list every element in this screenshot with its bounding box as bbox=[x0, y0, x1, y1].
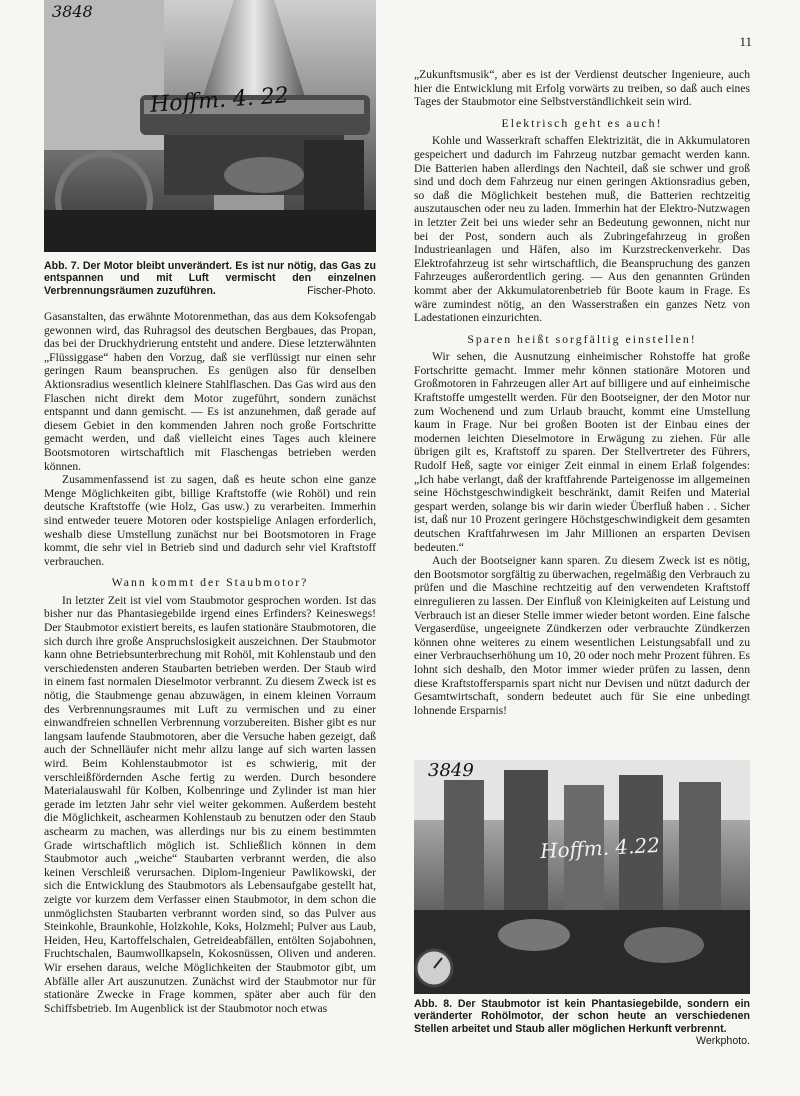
section-heading-elektrisch: Elektrisch geht es auch! bbox=[501, 115, 663, 130]
right-column bbox=[414, 68, 750, 717]
right-paragraph-2: Kohle und Wasserkraft schaffen Elektrizität, die in Akkumulatoren gespeichert und dadurch im Fahrzeug nutzbar gemacht werden kann. Die Batterien haben allerdings den Nachteil, daß sie schwer und groß sind und doch dem Fahrzeug nur einen geringen Aktionsradius geben, so daß die Möglichkeit bestehen muß, die Batterien rechtzeitig auszutauschen oder neu zu laden. Immerhin hat der Elektro-Nutzwagen in letzter Zeit bei uns wieder sehr an Bedeutung gewonnen, nicht nur bei der Post, sondern auch als Zubringefahrzeug in großen Industrieanlagen und Häfen, also im Kurzstreckenverkehr. Das Elektrofahrzeug ist sehr wirtschaftlich, die Beanspruchung des ganzen Fahrzeuges außerordentlich gering. — Aus den genannten Gründen kommt aber der Akkumulatorenbetrieb für Boote kaum in Frage. Es wäre zumindest nötig, an den Wasserstraßen ein ganzes Netz von Ladestationen einzurichten. bbox=[414, 134, 750, 325]
figure8-photo bbox=[414, 760, 750, 994]
figure8-archive-mark: 3849 bbox=[428, 760, 474, 781]
figure8-credit: Werkphoto. bbox=[696, 1035, 750, 1048]
right-paragraph-4: Auch der Bootseigner kann sparen. Zu diesem Zweck ist es nötig, den Bootsmotor sorgfältig zu überwachen, regelmäßig den Verbrauch zu prüfen und die Maschine rechtzeitig auf den verwendeten Kraftstoff einregulieren zu lassen. Der Einfluß von Kleinigkeiten auf Leistung und Verbrauch ist an dieser Stelle immer wieder betont worden. Eine falsche Vergaserdüse, ungeeignete Zündkerzen oder verbrauchte Zündkerzen können ohne weiteres zu einem wesentlichen Leistungsabfall und zu einer Verbrauchserhöhung um 10, 20 oder noch mehr Prozent führen. Es lohnt sich deshalb, den Motor immer wieder prüfen zu lassen, denn diese Kraftstoffersparnis spart nicht nur Devisen und nützt dadurch der Gesamtwirtschaft, sondern bedeutet auch für Sie eine unbedingt lohnende Ersparnis! bbox=[414, 554, 751, 717]
figure7-caption-text: Abb. 7. Der Motor bleibt unverändert. Es ist nur nötig, das Gas zu entspannen und mit Luft vermischt den einzelnen Verbrennungsräumen zuzuführen. bbox=[44, 260, 376, 297]
figure7-caption bbox=[44, 260, 376, 297]
left-paragraph-3: In letzter Zeit ist viel vom Staubmotor gesprochen worden. Ist das bisher nur das Phantasiegebilde irgend eines Erfinders? Keineswegs! Der Staubmotor existiert bereits, es laufen stationäre Staubmotoren, die sich durch ihre große Anspruchslosigkeit auszeichnen. Der Staubmotor kann ohne Betriebsunterbrechung mit Rohöl, mit Kohlenstaub und den verschiedensten anderen Staubarten betrieben werden. Der Staub wird in einem fast normalen Dieselmotor verbrannt. Zu diesem Zweck ist es nötig, die Staubmenge genau abzuwägen, in einem kleinen Vorraum des Verbrennungsraumes mit Luft zu vermischen und zu einer einwandfreien schnellen Verbrennung vorzubereiten. Bisher gibt es nur langsam laufende Staubmotoren, aber die Versuche haben gezeigt, daß auch der Schnelläufer nicht mehr allzu lange auf sich warten lassen wird. Beim Kohlenstaubmotor ist es schwierig, mit der verschleißfördernden Asche fertig zu werden. Durch besondere Materialauswahl für Kolben, Kolbenringe und Zylinder ist man hier gerade im letzten Jahr sehr viel weiter gekommen. Außerdem besteht die Möglichkeit, aschearmen Kohlenstaub zu benutzen oder den Staub aschearm zu machen, was allerdings nur bis zu einem bestimmten Grade wirtschaftlich möglich ist. Schließlich können in dem Staubmotor auch „weiche“ Staubarten verbrannt werden, die also keinen Verschleiß verursachen. Diplom-Ingenieur Pawlikowski, der sich die Entwicklung des Staubmotors als Lebensaufgabe gestellt hat, zeigte vor kurzem dem Verfasser einen Staubmotor, in dem schon die unmöglichsten Staubarten verbrannt worden sind, so das Pulver aus Steinkohle, Braunkohle, Holzkohle, Koks, Holzmehl; Pulver aus Laub, Heiden, Heu, Kartoffelschalen, Getreideabfällen, entölten Sojabohnen, Fruchtschalen, Baumwollkapseln, Kokosnüssen, Oliven und anderen. Wir ersehen daraus, welche Möglichkeiten der Staubmotor gibt, um Abfälle aller Art auszunutzen. Zunächst wird der Staubmotor nur für stationäre Zwecke in Frage kommen, später aber auch für den Schiffsbetrieb. Im Augenblick ist der Staubmotor noch etwas bbox=[44, 593, 376, 1015]
section-heading-sparen: Sparen heißt sorgfältig einstellen! bbox=[467, 331, 697, 346]
right-paragraph-1: „Zukunftsmusik“, aber es ist der Verdienst deutscher Ingenieure, auch hier die Entwicklung mit Erfolg vorwärts zu treiben, so daß auch eines Tages der Staubmotor eine Selbstverständlichkeit sein wird. bbox=[414, 68, 750, 109]
section-heading-staubmotor: Wann kommt der Staubmotor? bbox=[111, 575, 309, 590]
figure8-handwritten-note: Hoffm. 4.22 bbox=[539, 832, 661, 864]
right-paragraph-3: Wir sehen, die Ausnutzung einheimischer Rohstoffe hat große Fortschritte gemacht. Immer mehr können stationäre Motoren und Großmotoren in Fahrzeugen aller Art auf billigere und auf einheimische Kraftstoffe umgestellt werden. Für den Bootseigner, der den Motor nur zum Wochenend und zum Urlaub braucht, kommt eine Umstellung kaum in Frage. Nur bei großen Booten ist der Einbau eines der modernen leichten Dieselmotore in Erwägung zu ziehen. Für alle übrigen gilt es, Kraftstoff zu sparen. Der Stellvertreter des Führers, Rudolf Heß, sagte vor einiger Zeit einmal in einem Erlaß folgendes: „Ich habe verlangt, daß der kraftfahrende Parteigenosse im allgemeinen seine Höchstgeschwindigkeit beschränkt, damit Reifen und Material gespart werden, solange bis wir darin wieder Überfluß haben . . Sicher ist, daß nur 10 Prozent geringere Höchstgeschwindigkeit dem gesamten deutschen Kraftfahrwesen im Jahr Millionen an ersparten Devisen bedeuten.“ bbox=[414, 350, 750, 554]
left-paragraph-2: Zusammenfassend ist zu sagen, daß es heute schon eine ganze Menge Möglichkeiten gibt, billige Kraftstoffe (wie Rohöl) und rein deutsche Kraftstoffe (wie Holz, Gas usw.) zu verarbeiten. Immerhin sind entweder teuere Motoren oder kostspielige Anlagen erforderlich, weshalb diese Umstellung zunächst nur bei Bootsmotoren in Frage kommt, die sehr viel in Betrieb sind und dadurch sehr viel Kraftstoff verbrauchen. bbox=[44, 473, 376, 568]
figure7-photo bbox=[44, 0, 376, 252]
figure7-credit: Fischer-Photo. bbox=[307, 284, 376, 297]
figure7-archive-mark: 3848 bbox=[52, 2, 93, 21]
left-column bbox=[44, 310, 376, 1015]
figure7-handwritten-note: Hoffm. 4. 22 bbox=[149, 83, 290, 118]
figure8-caption-text: Abb. 8. Der Staubmotor ist kein Phantasiegebilde, sondern ein veränderter Rohölmotor, der schon heute an verschiedenen Stellen arbeitet und Staub aller möglichen Herkunft verbrennt. bbox=[414, 998, 750, 1035]
left-paragraph-1: Gasanstalten, das erwähnte Motorenmethan, das aus dem Koksofengab gewonnen wird, das Ruhragsol des deutschen Bergbaues, das Propan, das bei der Druckhydrierung entsteht und andere. Diese letzterwähnten „Flüssiggase“ haben den Vorzug, daß sie verflüssigt nur einen sehr geringen Raum beanspruchen. Es genügen also für denselben Aktionsradius wesentlich kleinere Stahlflaschen. Das Gas wird aus den Flaschen nicht direkt dem Motor zugeführt, sondern zunächst entspannt und dann gemischt. — Es ist anzunehmen, daß gerade auf diesem Gebiet in den kommenden Jahren noch große Fortschritte gemacht werden, und daß vielleicht eines Tages auch kleinere Bootsmotoren wirtschaftlich mit Flaschengas betrieben werden können. bbox=[44, 310, 376, 473]
figure8-caption bbox=[414, 998, 750, 1048]
page-number: 11 bbox=[739, 34, 752, 49]
